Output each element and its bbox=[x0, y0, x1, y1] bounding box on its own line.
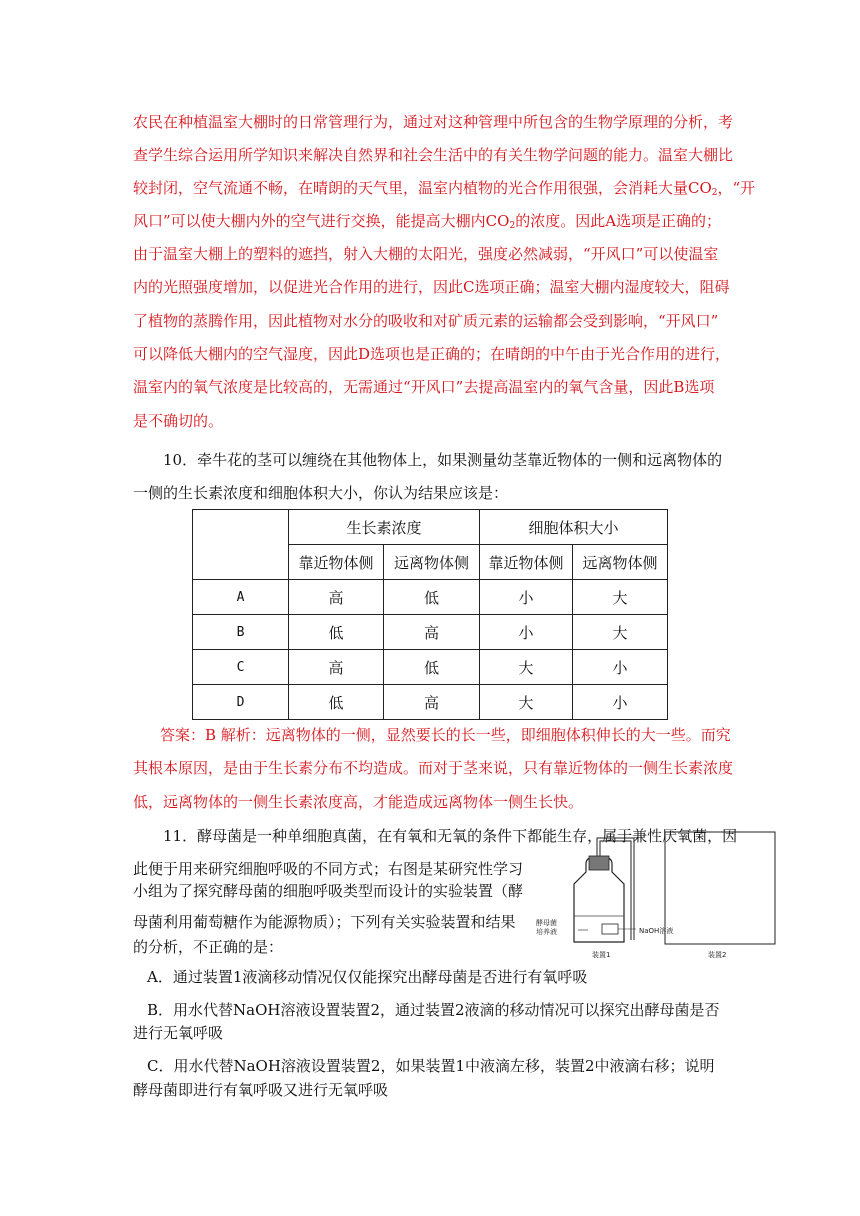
option-b: B．用水代替NaOH溶液设置装置2，通过装置2液滴的移动情况可以探究出酵母菌是否 bbox=[147, 1001, 720, 1019]
table-cell: 大 bbox=[573, 615, 668, 650]
explanation-line: 内的光照强度增加，以促进光合作用的进行，因此C选项正确；温室大棚内湿度较大，阻碍 bbox=[133, 278, 730, 296]
figure-label-naoh: NaOH溶液 bbox=[639, 927, 674, 935]
table-cell: 大 bbox=[573, 580, 668, 615]
option-c: C．用水代替NaOH溶液设置装置2，如果装置1中液滴左移，装置2中液滴右移；说明 bbox=[147, 1057, 715, 1075]
question-11-stem: 的分析，不正确的是： bbox=[133, 938, 284, 956]
question-11-stem: 母菌利用葡萄糖作为能源物质）；下列有关实验装置和结果 bbox=[133, 913, 516, 931]
table-cell: 大 bbox=[480, 685, 573, 720]
table-row bbox=[193, 615, 668, 650]
apparatus-diagram bbox=[536, 830, 776, 965]
table-cell: 低 bbox=[384, 580, 480, 615]
table-cell: 高 bbox=[384, 615, 480, 650]
table-sub-header: 远离物体侧 bbox=[384, 545, 480, 580]
option-b-continued: 进行无氧呼吸 bbox=[133, 1024, 224, 1042]
table-cell-option: C bbox=[193, 650, 289, 685]
table-cell-option: D bbox=[193, 685, 289, 720]
figure-caption-2: 装置2 bbox=[708, 951, 727, 959]
table-cell: 大 bbox=[480, 650, 573, 685]
explanation-line: 温室内的氧气浓度是比较高的，无需通过“开风口”去提高温室内的氧气含量，因此B选项 bbox=[133, 378, 715, 396]
table-cell: 小 bbox=[573, 685, 668, 720]
table-cell: 小 bbox=[573, 650, 668, 685]
explanation-line: 风口”可以使大棚内外的空气进行交换，能提高大棚内$CO_2$的浓度。因此A选项是正确的； bbox=[133, 212, 722, 231]
table-row bbox=[193, 650, 668, 685]
table-cell: 小 bbox=[480, 615, 573, 650]
table-sub-header: 靠近物体侧 bbox=[289, 545, 384, 580]
question-10-stem: 10．牵牛花的茎可以缠绕在其他物体上，如果测量幼茎靠近物体的一侧和远离物体的 bbox=[163, 451, 723, 469]
table-cell-option: B bbox=[193, 615, 289, 650]
explanation-line: 农民在种植温室大棚时的日常管理行为，通过对这种管理中所包含的生物学原理的分析，考 bbox=[133, 113, 734, 131]
apparatus-figure bbox=[536, 830, 776, 980]
explanation-line: 是不确切的。 bbox=[133, 412, 224, 430]
explanation-line: 查学生综合运用所学知识来解决自然界和社会生活中的有关生物学问题的能力。温室大棚比 bbox=[133, 146, 734, 164]
question-11-stem: 11．酵母菌是一种单细胞真菌，在有氧和无氧的条件下都能生存，属于兼性厌氧菌，因 bbox=[163, 827, 738, 845]
answer-line: 其根本原因，是由于生长素分布不均造成。而对于茎来说，只有靠近物体的一侧生长素浓度 bbox=[133, 759, 734, 777]
explanation-line: 可以降低大棚内的空气湿度，因此D选项也是正确的；在晴朗的中午由于光合作用的进行， bbox=[133, 345, 731, 363]
table-sub-header: 靠近物体侧 bbox=[480, 545, 573, 580]
explanation-line: 较封闭，空气流通不畅，在晴朗的天气里，温室内植物的光合作用很强，会消耗大量$CO_2$，“开 bbox=[133, 179, 756, 198]
question-10-table bbox=[192, 509, 668, 720]
table-cell-option: A bbox=[193, 580, 289, 615]
option-c-continued: 酵母菌即进行有氧呼吸又进行无氧呼吸 bbox=[133, 1081, 389, 1099]
table-group-header: 细胞体积大小 bbox=[480, 510, 668, 545]
question-10-stem: 一侧的生长素浓度和细胞体积大小，你认为结果应该是： bbox=[133, 484, 509, 502]
table-sub-header: 远离物体侧 bbox=[573, 545, 668, 580]
table-corner-cell bbox=[193, 510, 289, 580]
table-cell: 低 bbox=[289, 615, 384, 650]
table-cell: 小 bbox=[480, 580, 573, 615]
table-cell: 高 bbox=[384, 685, 480, 720]
table-header-row bbox=[193, 510, 668, 545]
figure-label-yeast: 酵母菌 bbox=[536, 919, 557, 927]
explanation-line: 了植物的蒸腾作用，因此植物对水分的吸收和对矿质元素的运输都会受到影响，“开风口” bbox=[133, 312, 719, 330]
option-a: A．通过装置1液滴移动情况仅仅能探究出酵母菌是否进行有氧呼吸 bbox=[147, 968, 588, 986]
table-row bbox=[193, 685, 668, 720]
table-cell: 高 bbox=[289, 650, 384, 685]
explanation-line: 由于温室大棚上的塑料的遮挡，射入大棚的太阳光，强度必然减弱，“开风口”可以使温室 bbox=[133, 245, 719, 263]
table-cell: 高 bbox=[289, 580, 384, 615]
answer-line: 答案：B 解析：远离物体的一侧，显然要长的长一些，即细胞体积伸长的大一些。而究 bbox=[160, 726, 731, 744]
answer-line: 低，远离物体的一侧生长素浓度高，才能造成远离物体一侧生长快。 bbox=[133, 793, 584, 811]
table-row bbox=[193, 580, 668, 615]
figure-label-culture: 培养液 bbox=[536, 928, 557, 936]
table-cell: 低 bbox=[289, 685, 384, 720]
table-group-header: 生长素浓度 bbox=[289, 510, 480, 545]
figure-caption-1: 装置1 bbox=[592, 951, 611, 959]
question-11-stem: 此便于用来研究细胞呼吸的不同方式；右图是某研究性学习 bbox=[133, 860, 524, 878]
question-11-stem: 小组为了探究酵母菌的细胞呼吸类型而设计的实验装置（酵 bbox=[133, 882, 524, 900]
table-cell: 低 bbox=[384, 650, 480, 685]
